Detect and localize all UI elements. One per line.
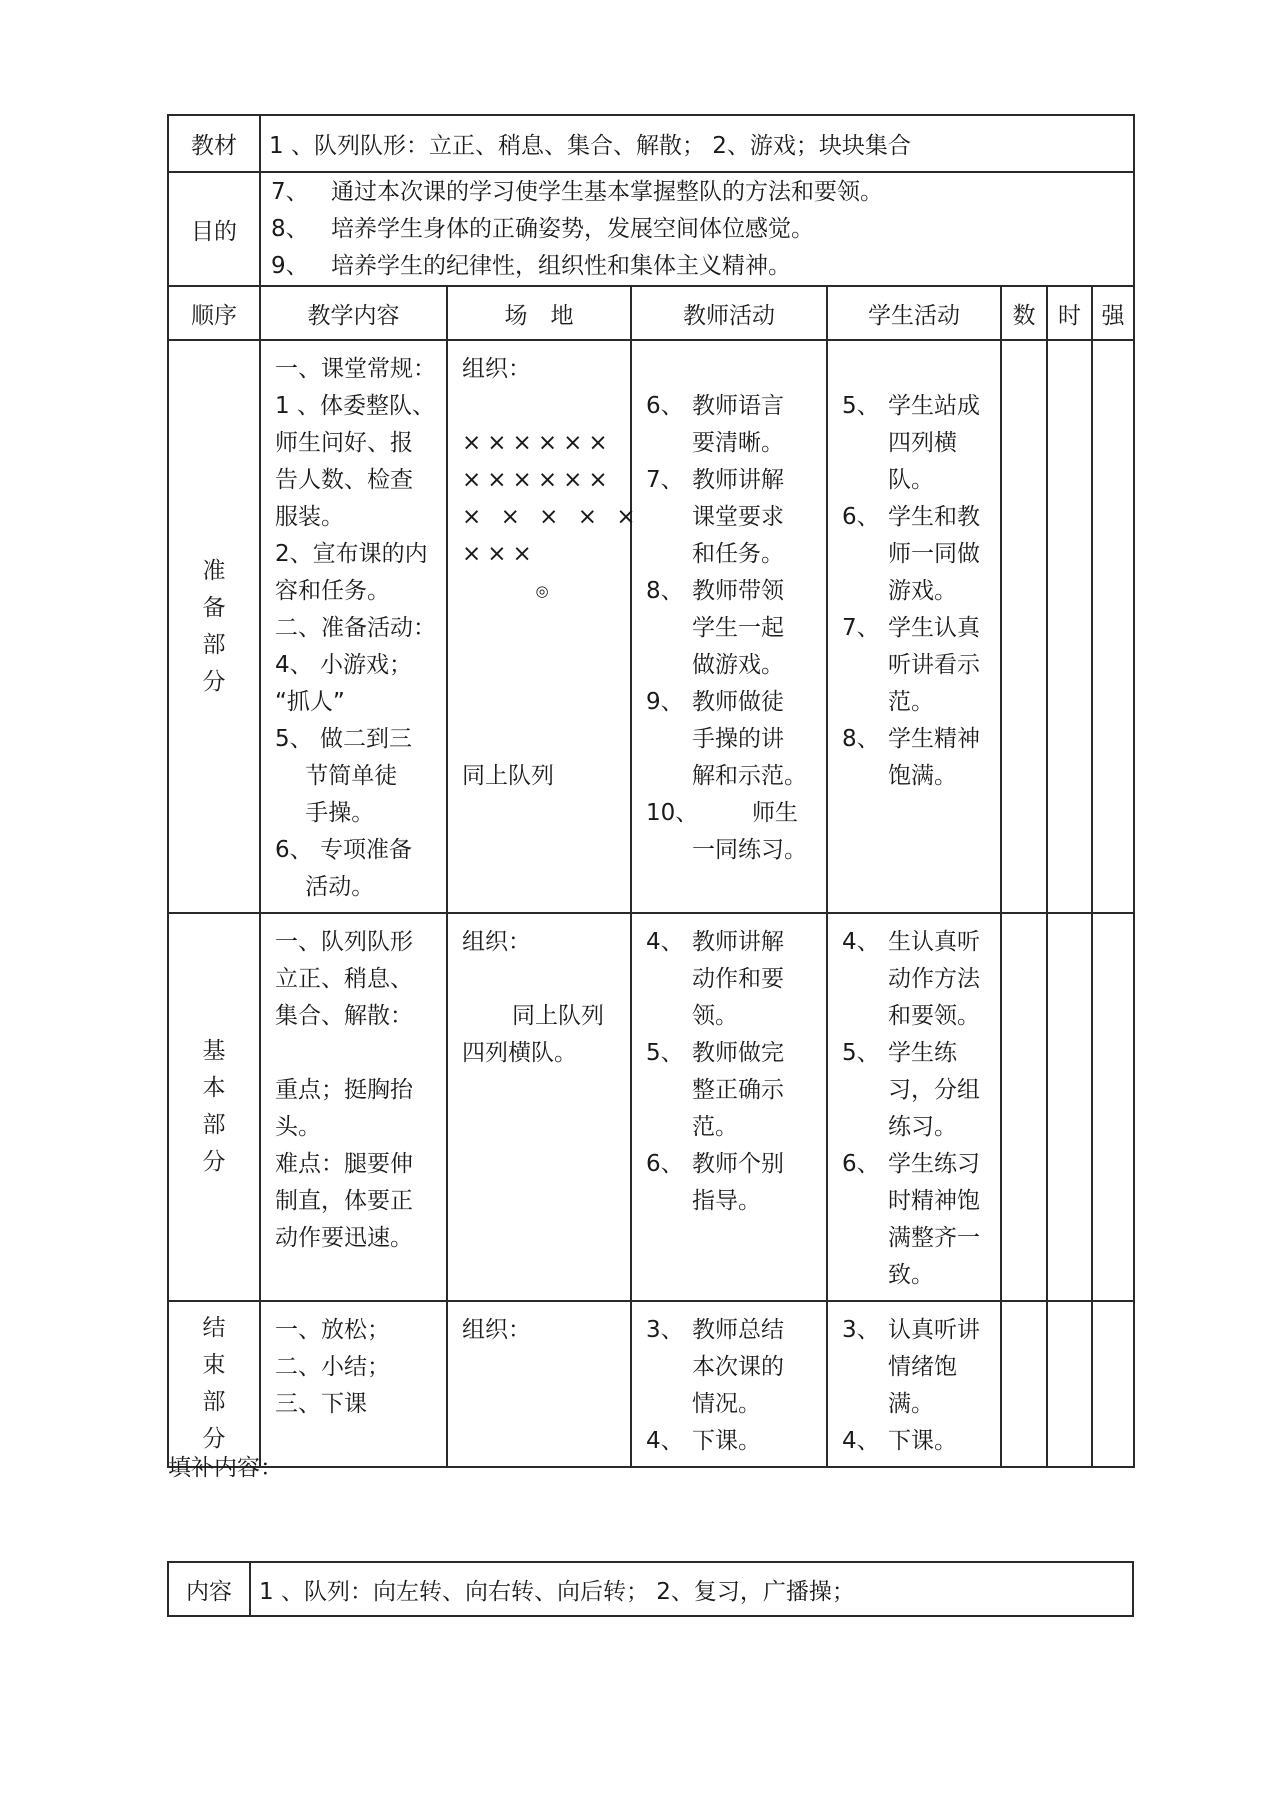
count-cell	[1001, 340, 1047, 913]
intensity-cell	[1092, 1301, 1134, 1467]
formation-row: ××××××	[462, 467, 614, 493]
header-student: 学生活动	[827, 286, 1001, 340]
lesson-plan-table	[167, 114, 1135, 1468]
header-field: 场 地	[447, 286, 631, 340]
fill-content-table	[167, 1561, 1134, 1617]
formation-row: ××××××	[462, 430, 614, 456]
header-intensity: 强	[1092, 286, 1134, 340]
fill-content-cell-label: 内容	[168, 1562, 250, 1616]
header-content: 教学内容	[260, 286, 447, 340]
header-row	[168, 286, 1134, 340]
formation-row: × × × × ×	[462, 504, 642, 530]
field-cell: 组织：	[447, 1301, 631, 1467]
teacher-cell: 4、 教师讲解 动作和要 领。 5、 教师做完 整正确示 范。 6、 教师个别 指导。	[631, 913, 827, 1301]
material-label: 教材	[168, 115, 260, 172]
section-name: 基 本 部 分	[168, 913, 260, 1301]
intensity-cell	[1092, 340, 1134, 913]
material-text: 1 、队列队形：立正、稍息、集合、解散； 2、游戏；块块集合	[260, 115, 1134, 172]
goal-item: 8、 培养学生身体的正确姿势，发展空间体位感觉。	[271, 215, 814, 242]
student-cell: 5、 学生站成 四列横 队。 6、 学生和教 师一同做 游戏。 7、 学生认真 听讲看示 范。 8、 学生精神 饱满。	[827, 340, 1001, 913]
goal-item: 9、 培养学生的纪律性，组织性和集体主义精神。	[271, 252, 791, 279]
teacher-cell: 3、 教师总结 本次课的 情况。 4、 下课。	[631, 1301, 827, 1467]
section-row-prep	[168, 340, 1134, 913]
header-order: 顺序	[168, 286, 260, 340]
teacher-cell: 6、 教师语言 要清晰。 7、 教师讲解 课堂要求 和任务。 8、 教师带领 学生一起 做游戏。 9、 教师做徒 手操的讲 解和示范。 10、 师生 一同练习。	[631, 340, 827, 913]
content-cell: 一、课堂常规： 1 、体委整队、 师生问好、报 告人数、检查 服装。 2、宣布课的内 容和任务。 二、准备活动： 4、 小游戏； “抓人” 5、 做二到三 节简单徒 手操。 6、 专项准备 活动。	[260, 340, 447, 913]
formation-row: ×××	[462, 541, 538, 567]
section-name: 结 束 部 分	[168, 1301, 260, 1467]
goal-label: 目的	[168, 172, 260, 286]
student-cell: 4、 生认真听 动作方法 和要领。 5、 学生练 习，分组 练习。 6、 学生练习 时精神饱 满整齐一 致。	[827, 913, 1001, 1301]
student-cell: 3、 认真听讲 情绪饱 满。 4、 下课。	[827, 1301, 1001, 1467]
time-cell	[1047, 1301, 1092, 1467]
header-count: 数	[1001, 286, 1047, 340]
teacher-position-icon: ◎	[535, 582, 549, 600]
content-cell: 一、队列队形 立正、稍息、 集合、解散： 重点；挺胸抬 头。 难点：腿要伸 制直，体要正 动作要迅速。	[260, 913, 447, 1301]
content-cell: 一、放松； 二、小结； 三、下课	[260, 1301, 447, 1467]
section-row-basic	[168, 913, 1134, 1301]
header-time: 时	[1047, 286, 1092, 340]
field-cell: 组织： 同上队列 四列横队。	[447, 913, 631, 1301]
time-cell	[1047, 913, 1092, 1301]
fill-content-cell-text: 1 、队列：向左转、向右转、向后转； 2、复习，广播操；	[250, 1562, 1133, 1616]
intensity-cell	[1092, 913, 1134, 1301]
count-cell	[1001, 1301, 1047, 1467]
time-cell	[1047, 340, 1092, 913]
section-row-closing	[168, 1301, 1134, 1467]
header-teacher: 教师活动	[631, 286, 827, 340]
field-cell: 组织： ×××××× ×××××× × × × × × ××× ◎ 同上队列	[447, 340, 631, 913]
section-name: 准 备 部 分	[168, 340, 260, 913]
fill-content-label: 填补内容：	[168, 1455, 283, 1481]
goal-item: 7、 通过本次课的学习使学生基本掌握整队的方法和要领。	[271, 178, 883, 205]
count-cell	[1001, 913, 1047, 1301]
goal-list	[260, 172, 1134, 286]
